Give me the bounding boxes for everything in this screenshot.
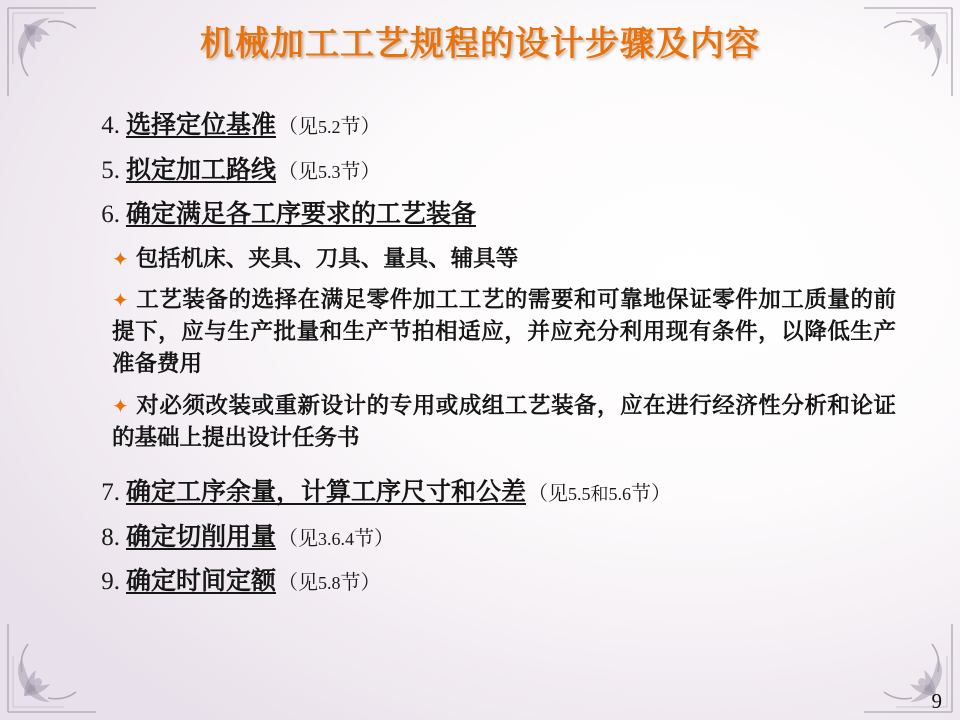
list-item-text: 确定切削用量 bbox=[126, 521, 277, 551]
list-item-number: 5. bbox=[101, 156, 120, 184]
note-digits: 3.6.4 bbox=[318, 528, 355, 549]
diamond-bullet-icon: ✦ bbox=[112, 288, 129, 313]
list-item-note bbox=[528, 483, 671, 507]
note-digits: 5.5和5.6 bbox=[568, 484, 632, 505]
list-item-text: 确定工序余量，计算工序尺寸和公差 bbox=[126, 477, 527, 507]
list-item-text: 拟定加工路线 bbox=[126, 154, 277, 184]
note-prefix: （见 bbox=[278, 527, 319, 550]
list-item-text: 选择定位基准 bbox=[126, 110, 277, 139]
note-prefix: （见 bbox=[278, 116, 319, 138]
note-prefix: （见 bbox=[528, 483, 569, 506]
page-title: 机械加工工艺规程的设计步骤及内容 bbox=[200, 24, 760, 64]
list-item-note bbox=[278, 161, 381, 185]
sub-bullet bbox=[112, 244, 896, 276]
note-digits: 5.2 bbox=[318, 117, 341, 137]
note-suffix: 节） bbox=[631, 483, 672, 506]
list-item bbox=[86, 155, 896, 186]
page-number: 9 bbox=[931, 689, 942, 713]
note-digits: 5.8 bbox=[318, 573, 341, 594]
list-item-text: 确定满足各工序要求的工艺装备 bbox=[126, 199, 477, 228]
sub-bullet-text: 工艺装备的选择在满足零件加工工艺的需要和可靠地保证零件加工质量的前提下，应与生产批量和生产节拍相适应，并应充分利用现有条件，以降低生产准备费用 bbox=[112, 287, 896, 378]
title-area bbox=[0, 16, 960, 65]
sub-bullet bbox=[112, 285, 896, 381]
list-item bbox=[86, 199, 896, 230]
list-item bbox=[86, 522, 896, 553]
note-prefix: （见 bbox=[278, 572, 319, 595]
sub-bullet-text: 包括机床、夹具、刀具、量具、辅具等 bbox=[135, 245, 519, 272]
note-suffix: 节） bbox=[354, 527, 395, 550]
note-prefix: （见 bbox=[278, 160, 319, 183]
list-item-number: 9. bbox=[101, 568, 120, 596]
slide-content bbox=[86, 110, 896, 611]
list-item-number: 7. bbox=[101, 479, 120, 507]
list-item-number: 4. bbox=[101, 112, 120, 139]
note-suffix: 节） bbox=[340, 572, 381, 595]
list-item-note bbox=[278, 572, 381, 596]
list-item-number: 6. bbox=[101, 201, 120, 228]
note-digits: 5.3 bbox=[318, 161, 341, 182]
diamond-bullet-icon: ✦ bbox=[112, 394, 129, 419]
corner-ornament-bottom-left-icon bbox=[4, 620, 100, 716]
list-item bbox=[86, 110, 896, 141]
note-suffix: 节） bbox=[340, 160, 381, 183]
list-item bbox=[86, 566, 896, 597]
list-item-note bbox=[278, 116, 381, 140]
sub-bullet bbox=[112, 391, 896, 455]
diamond-bullet-icon: ✦ bbox=[112, 246, 129, 271]
list-item-note bbox=[278, 528, 394, 552]
spacer bbox=[86, 465, 896, 477]
list-item-text: 确定时间定额 bbox=[126, 566, 277, 596]
list-item-number: 8. bbox=[101, 523, 120, 551]
sub-bullet-text: 对必须改装或重新设计的专用或成组工艺装备，应在进行经济性分析和论证的基础上提出设计任务书 bbox=[112, 393, 896, 452]
list-item bbox=[86, 477, 896, 508]
note-suffix: 节） bbox=[340, 116, 381, 138]
